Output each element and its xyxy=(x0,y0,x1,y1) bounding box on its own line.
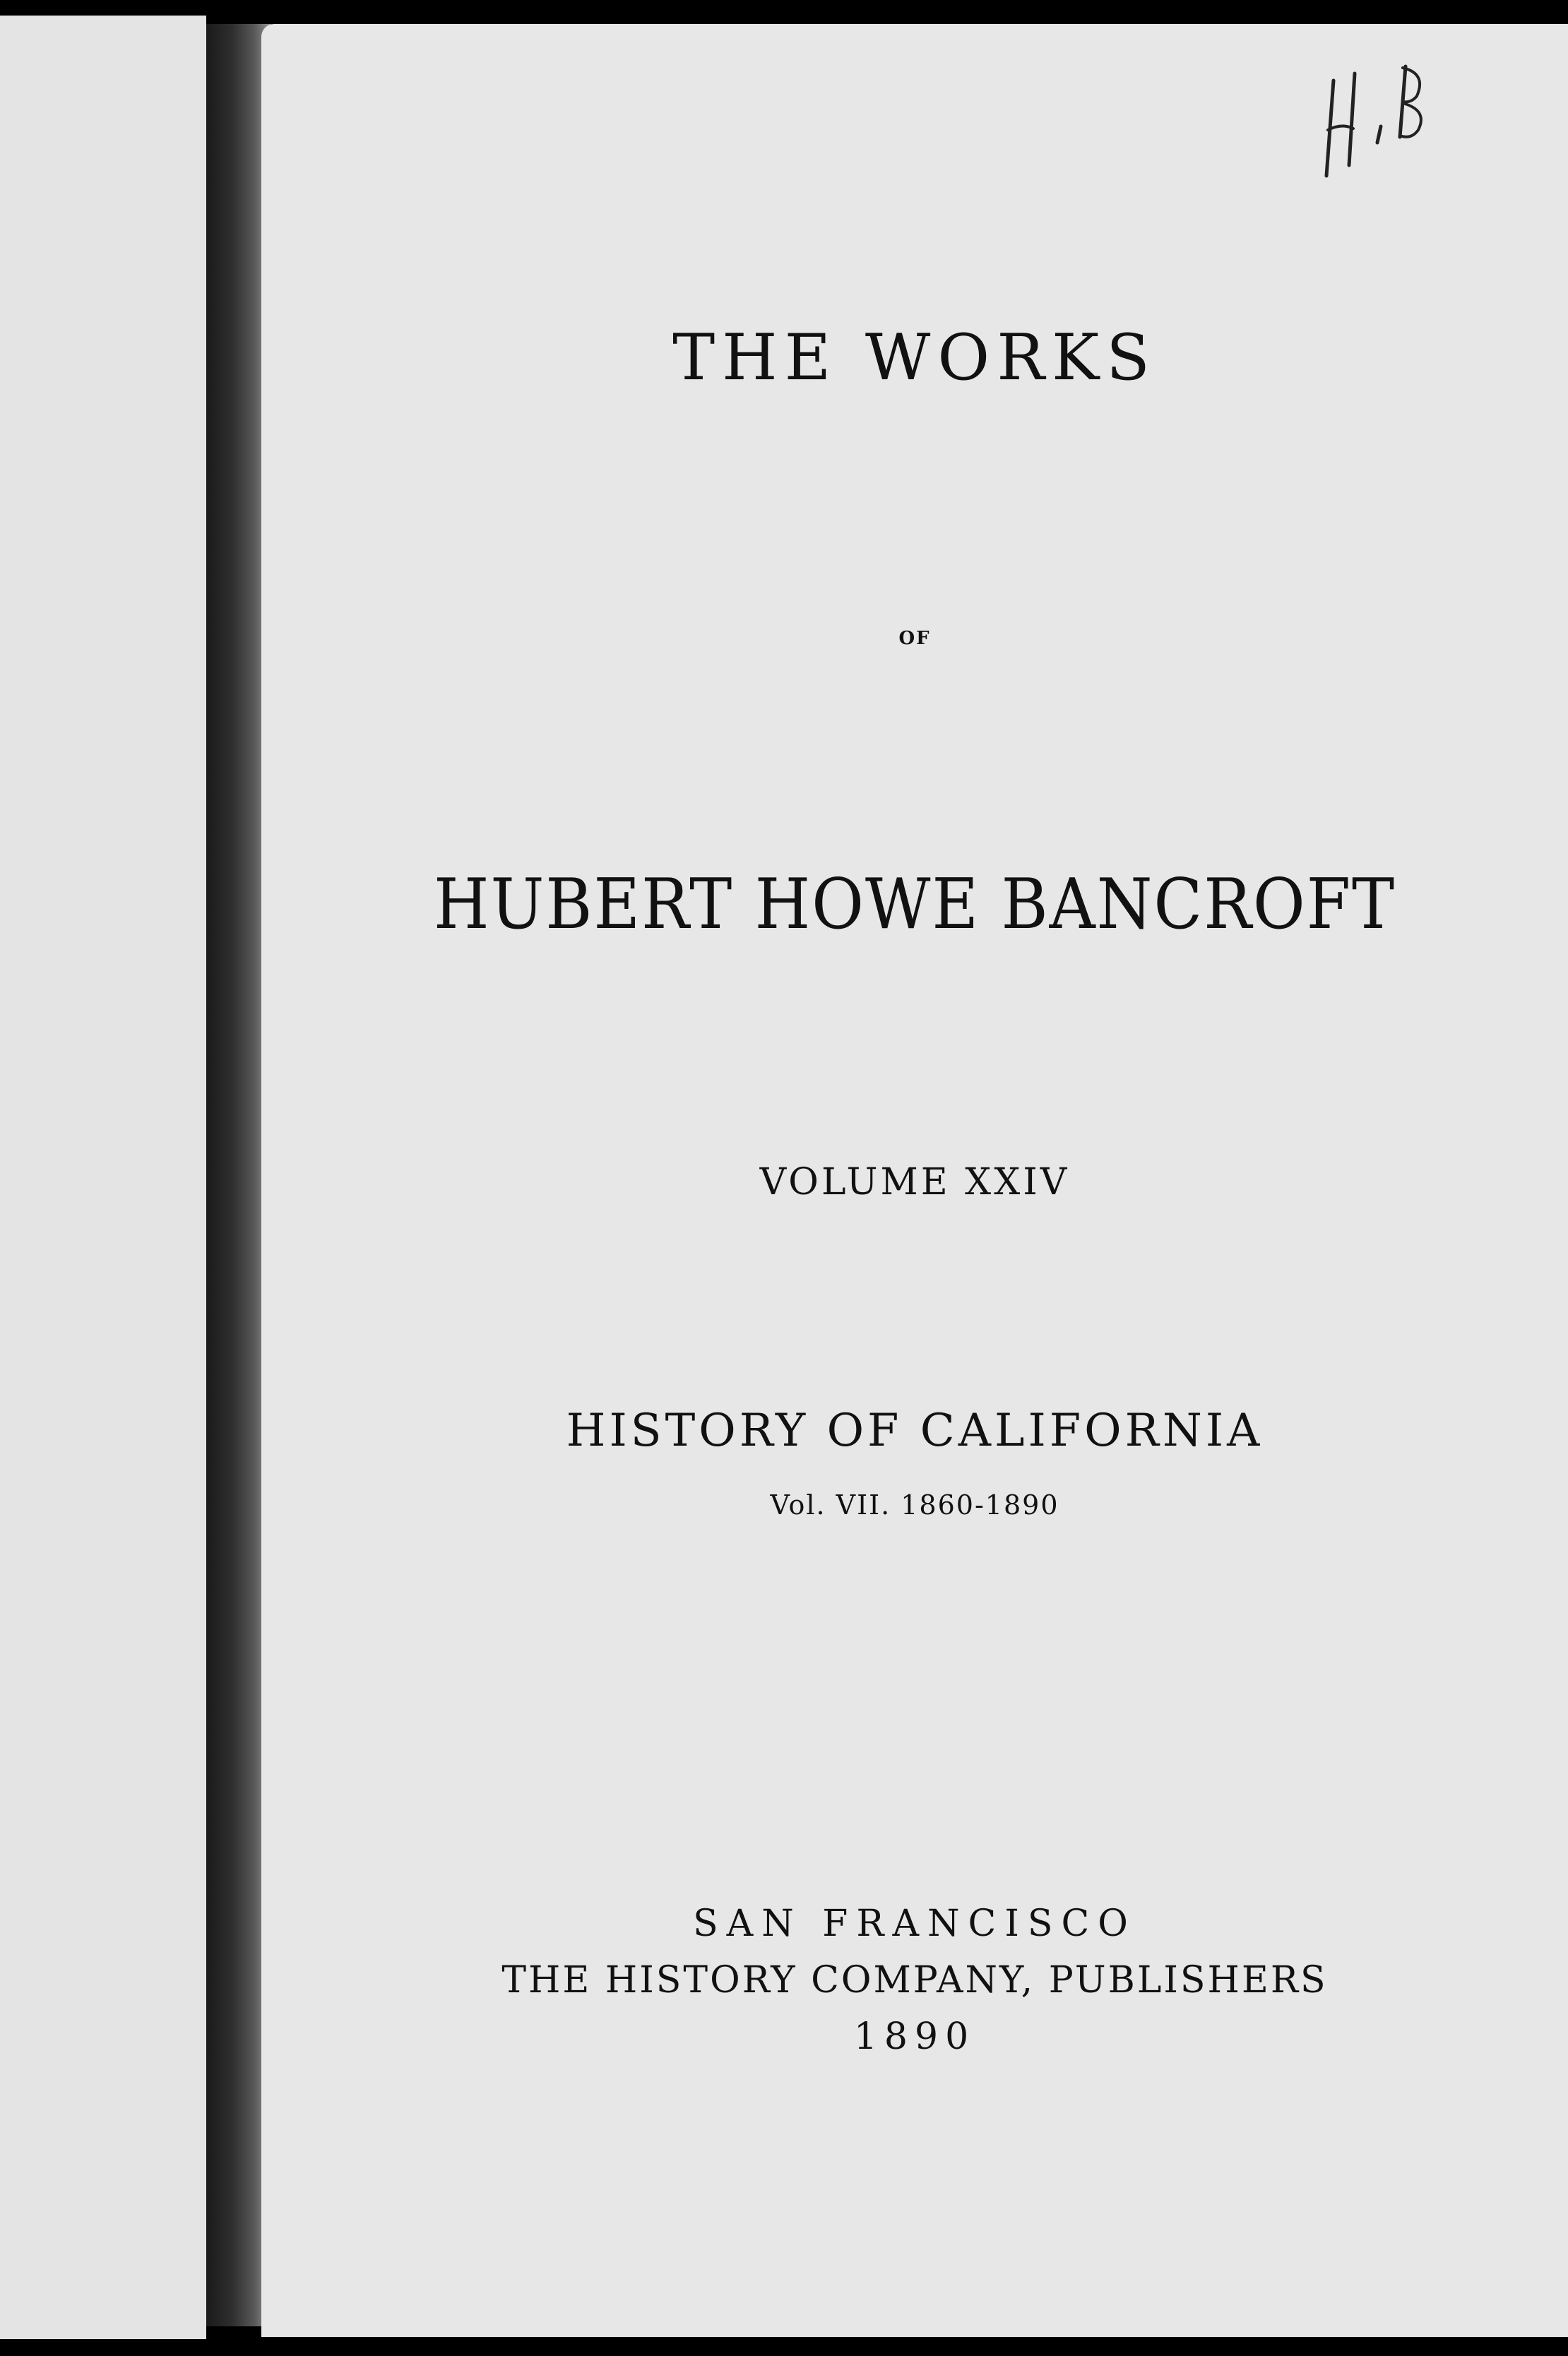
title-page xyxy=(261,24,1568,2337)
left-page-edge xyxy=(0,16,206,2339)
history-title: HISTORY OF CALIFORNIA xyxy=(566,1405,1264,1457)
handwritten-mark-signature xyxy=(1321,52,1434,179)
volume-range: Vol. VII. 1860-1890 xyxy=(770,1489,1059,1521)
imprint-publisher: THE HISTORY COMPANY, PUBLISHERS xyxy=(501,1959,1328,2001)
volume-number: VOLUME XXIV xyxy=(759,1161,1070,1203)
imprint-city: SAN FRANCISCO xyxy=(693,1903,1136,1945)
author-name: HUBERT HOWE BANCROFT xyxy=(433,864,1396,945)
works-title: THE WORKS xyxy=(672,321,1157,395)
imprint-year: 1890 xyxy=(853,2016,976,2058)
of-word: OF xyxy=(898,628,931,649)
